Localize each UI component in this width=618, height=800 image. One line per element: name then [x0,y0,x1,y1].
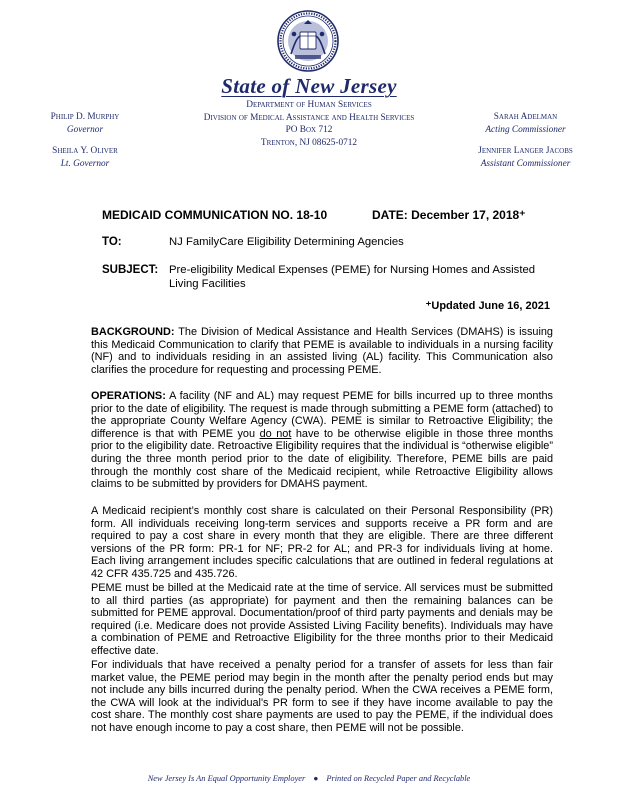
communication-date: DATE: December 17, 2018⁺ [372,208,526,222]
footer-bullet-icon: ● [313,774,319,783]
communication-number: MEDICAID COMMUNICATION NO. 18-10 [102,208,328,222]
operations-text-a: A facility (NF and AL) may request PEME for bills incurred up to three months prior to the date of eligibility. The request is made through submitting a PEME form (attached) to the appropriate County Welfare Agency (CWA). PEME is similar to Retroactive Eligibility; the difference is that with PEME you [91,390,553,440]
city-zip: Trenton, NJ 08625-0712 [260,137,358,148]
lt-governor-name: Sheila Y. Oliver [52,146,118,156]
background-label: BACKGROUND: [91,326,175,338]
footer-left: New Jersey Is An Equal Opportunity Employer [147,774,306,783]
subject-label: SUBJECT: [102,264,159,276]
background-text: The Division of Medical Assistance and Health Services (DMAHS) is issuing this Medicaid Communication to clarify that PEME is available to individuals in a nursing facility (NF) and to individuals residing in an assisted living (AL) facility. This Communication also clarifies the procedure for requesting and processing PEME. [91,326,553,376]
to-label: TO: [102,236,122,248]
billing-paragraph: PEME must be billed at the Medicaid rate at the time of service. All services must be submitted to all third parties (as appropriate) for payment and then the remaining balances can be submitted for PEME approval. Documentation/proof of third party payments and denials may be required (i.e. Medicare does not provide Assisted Living Facility benefits). Individuals may have a combination of PEME and Retroactive Eligibility for the three months prior to their Medicaid effective date. [91,582,553,657]
department-name: Department of Human Services [246,100,372,110]
assistant-commissioner-name: Jennifer Langer Jacobs [478,146,573,156]
commissioner-name: Sarah Adelman [493,112,558,122]
subject-value: Pre-eligibility Medical Expenses (PEME) for Nursing Homes and Assisted Living Facilities [169,264,536,290]
governor-block [35,111,135,170]
assistant-commissioner-title: Assistant Commissioner [480,158,571,169]
cost-share-paragraph: A Medicaid recipient’s monthly cost share is calculated on their Personal Responsibility (PR) form. All individuals receiving long-term services and supports receive a PR form and are required to pay a cost share in every month that they are eligible. There are three different versions of the PR form: PR-1 for NF; PR-2 for AL; and PR-3 for individuals living at home. Each living arrangement includes specific calculations that are outlined in federal regulations at 42 CFR 435.725 and 435.726. [91,505,553,580]
lt-governor-title: Lt. Governor [60,158,110,169]
operations-underlined-text: do not [259,427,292,440]
commissioner-block [458,111,593,170]
governor-name: Philip D. Murphy [50,112,120,122]
division-name: Division of Medical Assistance and Health Services [203,112,415,123]
governor-title: Governor [66,124,104,135]
updated-date: ⁺Updated June 16, 2021 [425,300,550,312]
to-value: NJ FamilyCare Eligibility Determining Agencies [169,236,404,248]
state-title: State of New Jersey [221,74,397,98]
state-seal-icon [277,10,339,72]
operations-label: OPERATIONS: [91,390,166,402]
footer-right: Printed on Recycled Paper and Recyclable [326,774,471,783]
commissioner-title: Acting Commissioner [485,124,566,135]
operations-text-b: have to be otherwise eligible in those three months prior to the eligibility date. Retroactive Eligibility requires that the individual is “otherwise eligible” during the three month period prior to the date of eligibility. Therefore, PEME bills are paid through the monthly cost share of the Medicaid recipient, while Retroactive Eligibility allows claims to be submitted by providers for DMAHS payment. [91,427,554,491]
department-address-block [150,99,468,149]
po-box: PO Box 712 [285,125,333,135]
penalty-period-paragraph: For individuals that have received a penalty period for a transfer of assets for less than fair market value, the PEME period may begin in the month after the penalty period ends but may not include any bills incurred during the penalty period. When the CWA receives a PEME form, the CWA will look at the individual's PR form to see if they have income available to pay the cost share. The monthly cost share payments are used to pay the PEME, if the individual does not have enough income to pay a cost share, then PEME will not be possible. [91,659,553,734]
operations-paragraph [91,390,553,491]
footer [0,774,618,783]
background-paragraph [91,326,553,376]
